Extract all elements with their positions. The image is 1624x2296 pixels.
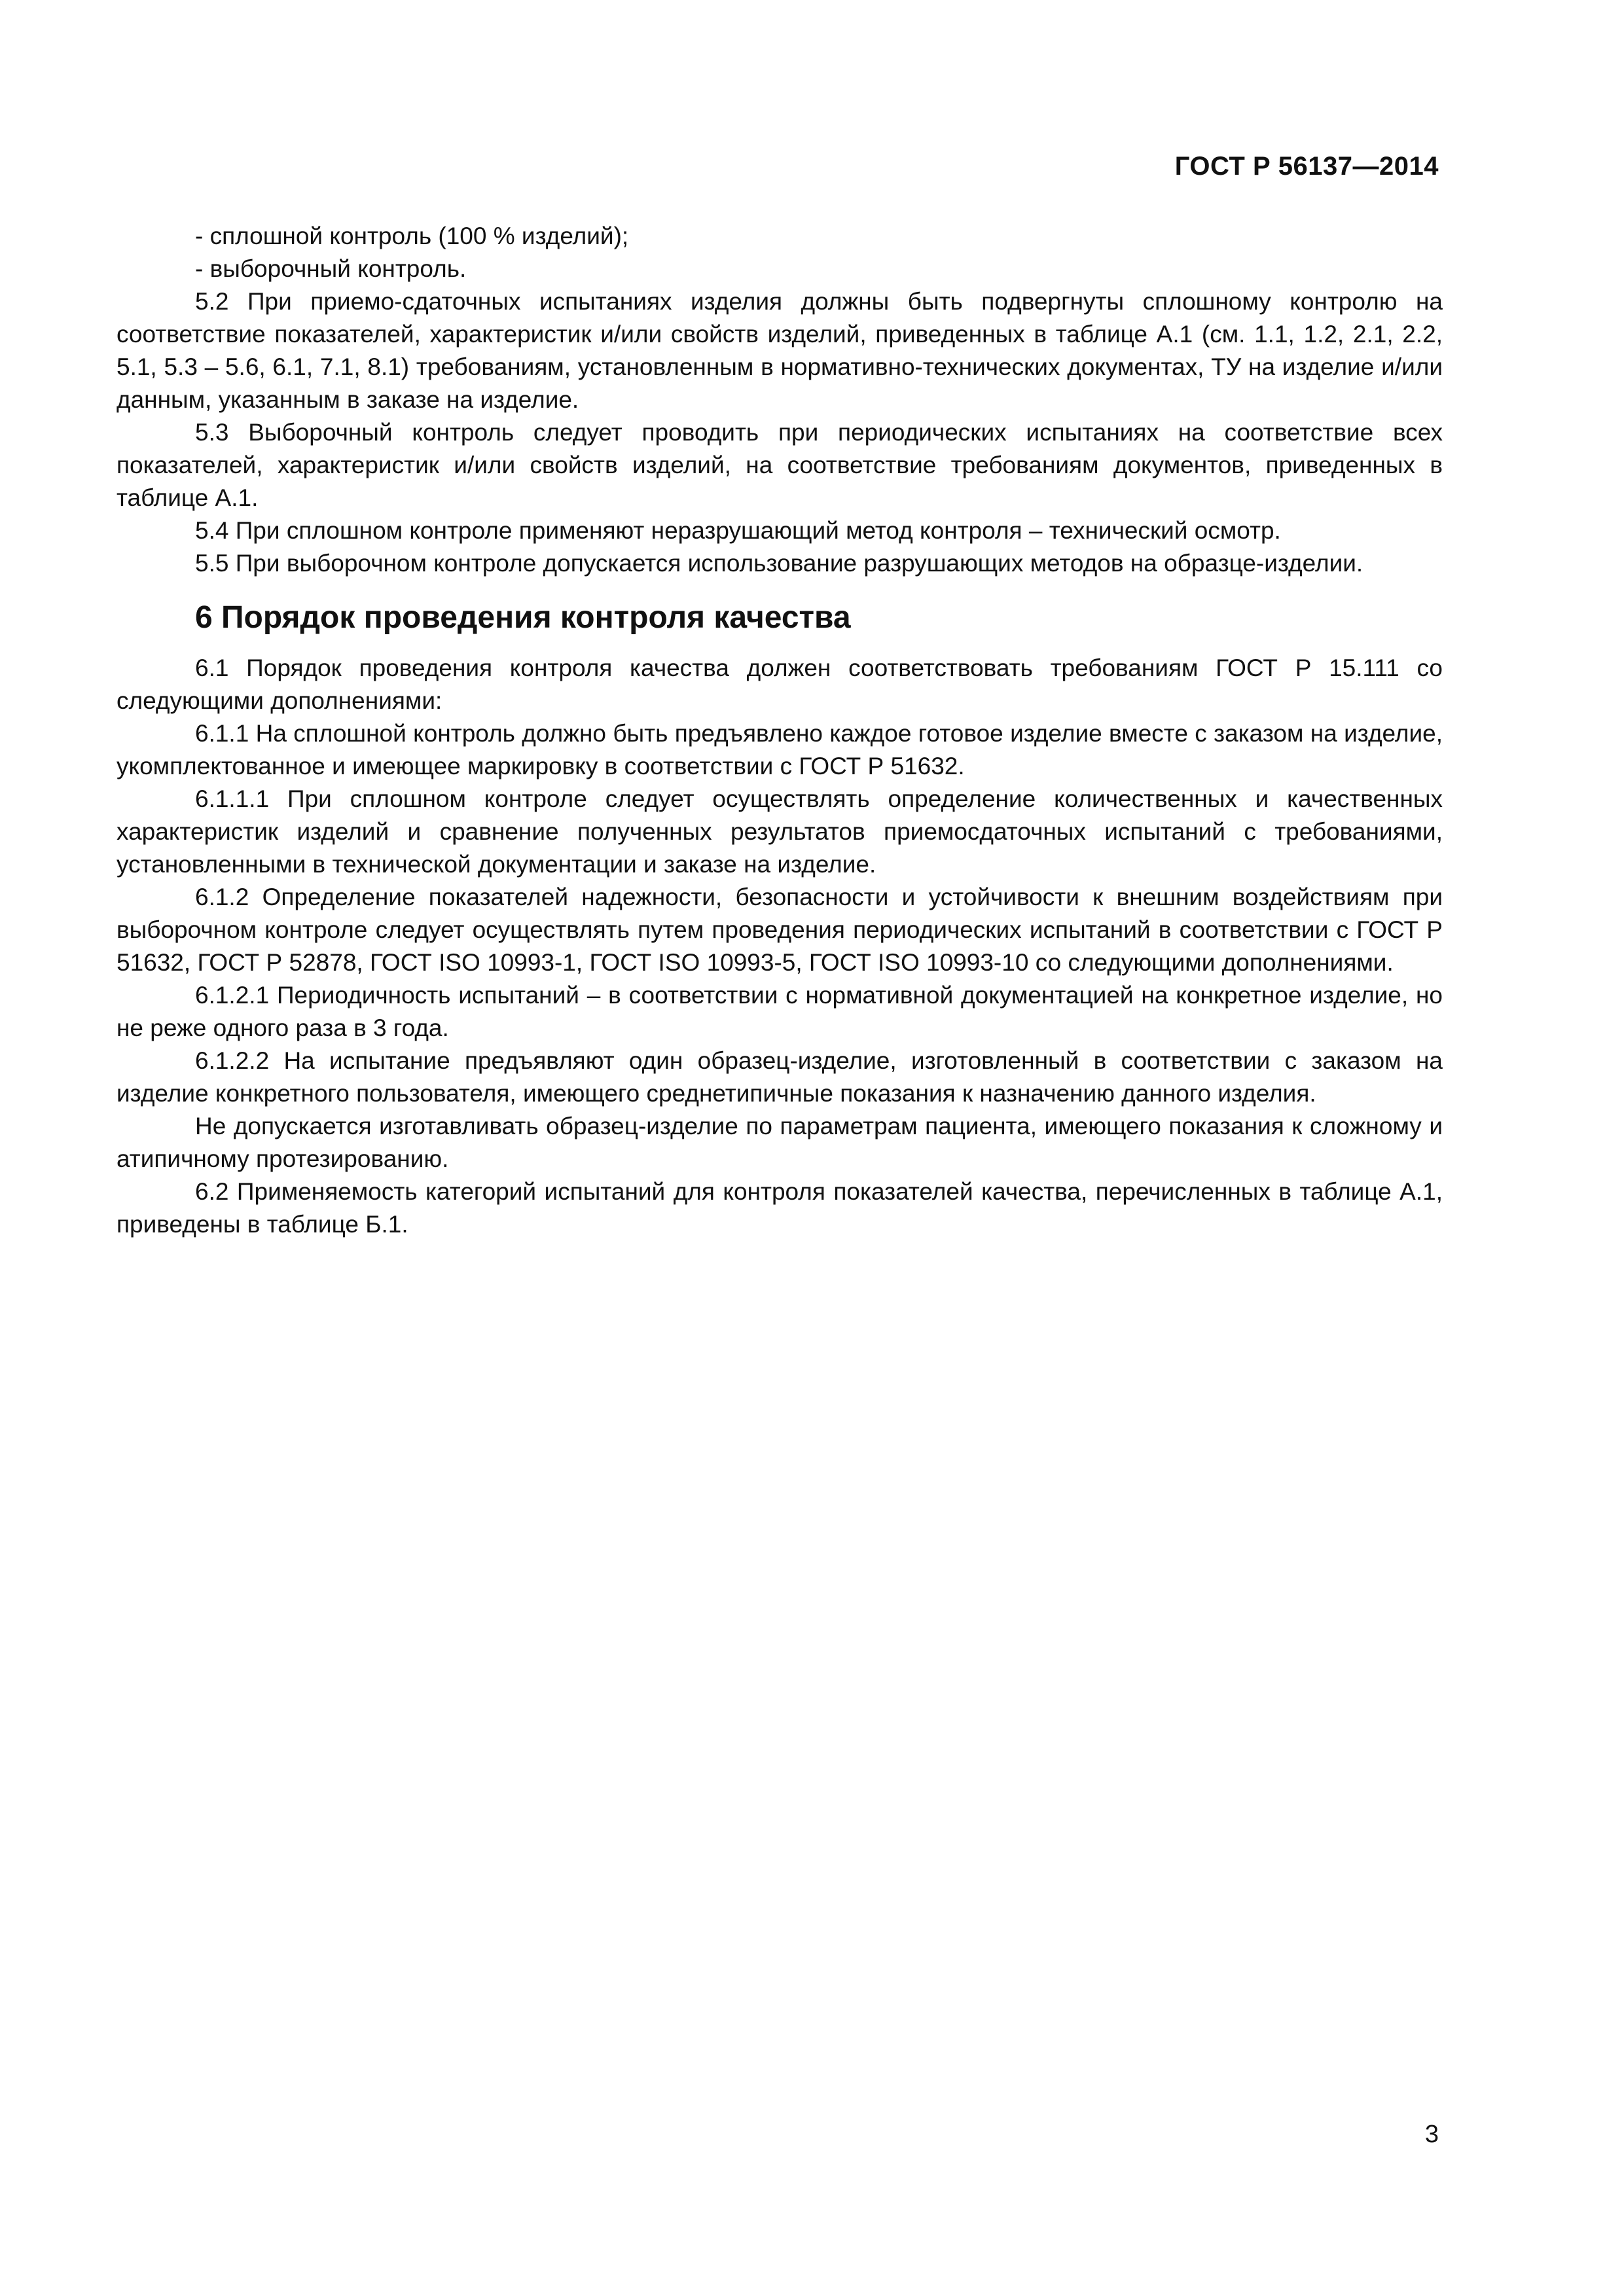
paragraph-6-2: 6.2 Применяемость категорий испытаний для контроля показателей качества, перечисленных в таблице А.1, приведены в таблице Б.1. <box>117 1178 1443 1238</box>
page-number: 3 <box>1424 2121 1439 2148</box>
paragraph-5-5: 5.5 При выборочном контроле допускается использование разрушающих методов на образце-изделии. <box>195 550 1363 577</box>
list-item-sampling-control: - выборочный контроль. <box>195 255 467 282</box>
list-item-continuous-control: - сплошной контроль (100 % изделий); <box>195 223 629 249</box>
paragraph-6-1-2: 6.1.2 Определение показателей надежности, безопасности и устойчивости к внешним воздействиям при выборочном контроле следует осуществлять путем проведения периодических испытаний в соответствии с ГОСТ Р 51632, ГОСТ Р 52878, ГОСТ ISO 10993-1, ГОСТ ISO 10993-5, ГОСТ ISO 10993-10 со следующими дополнениями. <box>117 884 1443 976</box>
paragraph-5-2: 5.2 При приемо-сдаточных испытаниях изделия должны быть подвергнуты сплошному контролю на соответствие показателей, характеристик и/или свойств изделий, приведенных в таблице А.1 (см. 1.1, 1.2, 2.1, 2.2, 5.1, 5.3 – 5.6, 6.1, 7.1, 8.1) требованиям, установленным в нормативно-технических документах, ТУ на изделие и/или данным, указанным в заказе на изделие. <box>117 288 1443 413</box>
paragraph-6-1-1: 6.1.1 На сплошной контроль должно быть предъявлено каждое готовое изделие вместе с заказом на изделие, укомплектованное и имеющее маркировку в соответствии с ГОСТ Р 51632. <box>117 720 1443 780</box>
paragraph-6-1: 6.1 Порядок проведения контроля качества должен соответствовать требованиям ГОСТ Р 15.111 со следующими дополнениями: <box>117 655 1443 714</box>
section-6-heading: 6 Порядок проведения контроля качества <box>195 600 851 635</box>
paragraph-5-4: 5.4 При сплошном контроле применяют неразрушающий метод контроля – технический осмотр. <box>195 517 1281 544</box>
paragraph-6-1-2-1: 6.1.2.1 Периодичность испытаний – в соответствии с нормативной документацией на конкретное изделие, но не реже одного раза в 3 года. <box>117 982 1443 1041</box>
paragraph-6-1-2-2: 6.1.2.2 На испытание предъявляют один образец-изделие, изготовленный в соответствии с заказом на изделие конкретного пользователя, имеющего среднетипичные показания к назначению данного изделия. <box>117 1047 1443 1107</box>
document-body <box>117 220 1443 1241</box>
paragraph-5-3: 5.3 Выборочный контроль следует проводить при периодических испытаниях на соответствие всех показателей, характеристик и/или свойств изделий, на соответствие требованиям документов, приведенных в таблице А.1. <box>117 419 1443 511</box>
standard-code-header: ГОСТ Р 56137—2014 <box>1174 152 1439 181</box>
paragraph-not-allowed: Не допускается изготавливать образец-изделие по параметрам пациента, имеющего показания к сложному и атипичному протезированию. <box>117 1113 1443 1172</box>
paragraph-6-1-1-1: 6.1.1.1 При сплошном контроле следует осуществлять определение количественных и качественных характеристик изделий и сравнение полученных результатов приемосдаточных испытаний с требованиями, установленными в технической документации и заказе на изделие. <box>117 785 1443 878</box>
